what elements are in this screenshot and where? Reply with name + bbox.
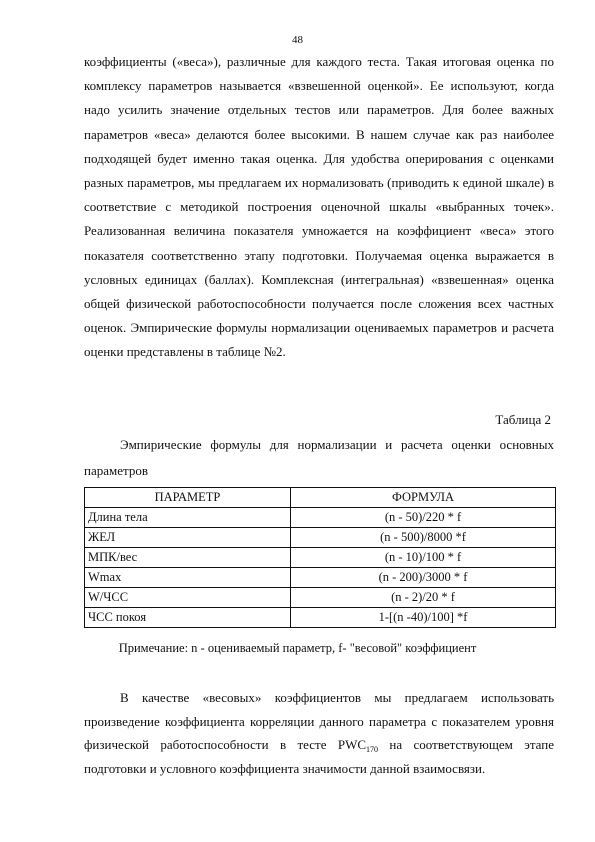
cell-parameter: ЧСС покоя	[85, 608, 291, 628]
paragraph2-text-before: В качестве «весовых» коэффициентов мы предлагаем использовать произведение коэффициента корреляции данного параметра с показателем уровня физической работоспособности в тесте PWC	[84, 690, 554, 752]
cell-parameter: W/ЧСС	[85, 588, 291, 608]
table-row	[85, 588, 556, 608]
pwc-subscript: 170	[366, 745, 379, 754]
cell-formula: (n - 10)/100 * f	[291, 548, 556, 568]
table-row	[85, 548, 556, 568]
cell-formula: (n - 50)/220 * f	[291, 508, 556, 528]
cell-formula: 1-[(n -40)/100] *f	[291, 608, 556, 628]
cell-parameter: МПК/вес	[85, 548, 291, 568]
table-label: Таблица 2	[495, 412, 551, 427]
page-number: 48	[292, 34, 303, 46]
table-note: Примечание: n - оцениваемый параметр, f- "весовой" коэффициент	[118, 641, 477, 655]
cell-formula: (n - 500)/8000 *f	[291, 528, 556, 548]
paragraph2-text-after: на соответствующем этапе подготовки и условного коэффициента значимости данной взаимосвязи.	[84, 737, 554, 776]
table-row	[85, 528, 556, 548]
body-paragraph-1: коэффициенты («веса»), различные для каждого теста. Такая итоговая оценка по комплексу параметров называется «взвешенной оценкой». Ее используют, когда надо усилить значение отдельных тестов или параметров. Для более важных параметров «веса» делаются более высокими. В нашем случае как раз наиболее подходящей будет именно такая оценка. Для удобства оперирования с оценками разных параметров, мы предлагаем их нормализовать (приводить к единой шкале) в соответствие с методикой построения оценочной шкалы «выбранных точек». Реализованная величина показателя умножается на коэффициент «веса» этого показателя соответственно этапу подготовки. Получаемая оценка выражается в условных единицах (баллах). Комплексная (интегральная) «взвешенная» оценка общей физической работоспособности получается после сложения всех частных оценок. Эмпирические формулы нормализации оцениваемых параметров и расчета оценки представлены в таблице №2.	[84, 54, 554, 360]
header-parameter: ПАРАМЕТР	[85, 488, 291, 508]
table-caption: Эмпирические формулы для нормализации и расчета оценки основных параметров	[84, 437, 554, 478]
formula-table	[84, 487, 556, 628]
table-row	[85, 568, 556, 588]
cell-parameter: Wmax	[85, 568, 291, 588]
table-row	[85, 608, 556, 628]
cell-parameter: ЖЕЛ	[85, 528, 291, 548]
header-formula: ФОРМУЛА	[291, 488, 556, 508]
table-header-row	[85, 488, 556, 508]
cell-formula: (n - 200)/3000 * f	[291, 568, 556, 588]
cell-formula: (n - 2)/20 * f	[291, 588, 556, 608]
cell-parameter: Длина тела	[85, 508, 291, 528]
body-paragraph-2	[84, 686, 554, 780]
table-row	[85, 508, 556, 528]
